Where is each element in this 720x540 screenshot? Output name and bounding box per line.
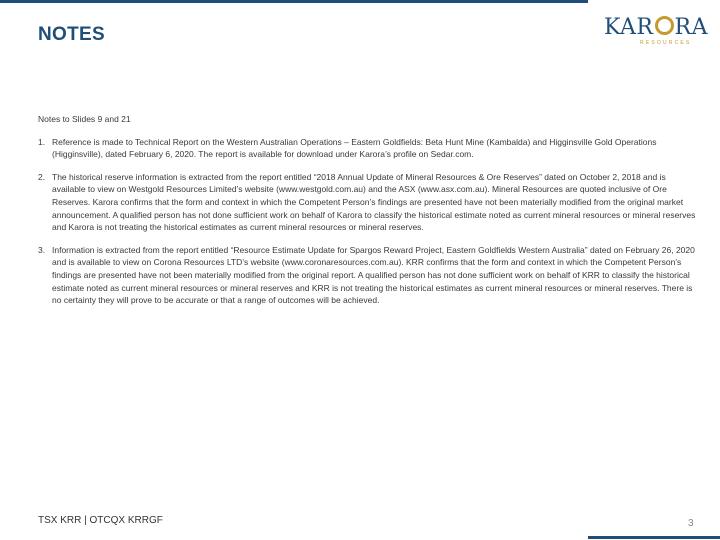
- page-title: NOTES: [38, 24, 105, 45]
- page-number: 3: [688, 518, 694, 529]
- header-rule: [0, 0, 588, 3]
- note-item: [38, 244, 698, 307]
- note-text: The historical reserve information is extracted from the report entitled “2018 Annual Update of Mineral Resources & Ore Reserves” dated on October 2, 2018 and is available to view on Westgold Resources Limited’s website (www.westgold.com.au) and the ASX (www.asx.com.au). Mineral Resources are quoted inclusive of Ore Reserves. Karora confirms that the form and context in which the Competent Person’s findings are presented have not been materially modified from the original market announcement. A qualified person has not done sufficient work on behalf of Karora to classify the historical estimate noted as current mineral resources or mineral reserves and Karora is not treating the historical estimates as current mineral resources or mineral reserves.: [52, 171, 696, 233]
- notes-section: [38, 113, 698, 317]
- note-item: [38, 171, 698, 234]
- footer-ticker: TSX KRR | OTCQX KRRGF: [38, 515, 163, 526]
- logo-subtitle: RESOURCES: [640, 40, 692, 46]
- note-number: 3.: [38, 244, 46, 255]
- logo-ring-icon: [655, 16, 674, 35]
- note-number: 2.: [38, 171, 46, 182]
- note-text: Information is extracted from the report entitled “Resource Estimate Update for Spargos Reward Project, Eastern Goldfields Western Australia” dated on February 26, 2020 and is available to view on Corona Resources LTD’s website (www.coronaresources.com.au). KRR confirms that the form and context in which the Competent Person’s findings are presented have not been materially modified from the original report. A qualified person has not done sufficient work on behalf of KRR to classify the historical estimate noted as current mineral resources or mineral reserves and KRR is not treating the historical estimates as current mineral resources or mineral reserves. There is no certainty they will prove to be accurate or that a range of outcomes will be achieved.: [52, 244, 695, 306]
- note-text: Reference is made to Technical Report on the Western Australian Operations – Eastern Goldfields: Beta Hunt Mine (Kambalda) and Higginsville Gold Operations (Higginsville), dated February 6, 2020. The report is available for download under Karora’s profile on Sedar.com.: [52, 136, 657, 160]
- note-number: 1.: [38, 136, 46, 147]
- footer-rule: [588, 536, 720, 539]
- notes-heading: Notes to Slides 9 and 21: [38, 114, 131, 124]
- logo-wordmark: KAR RA: [604, 15, 708, 40]
- company-logo: [604, 15, 708, 50]
- note-item: [38, 136, 698, 161]
